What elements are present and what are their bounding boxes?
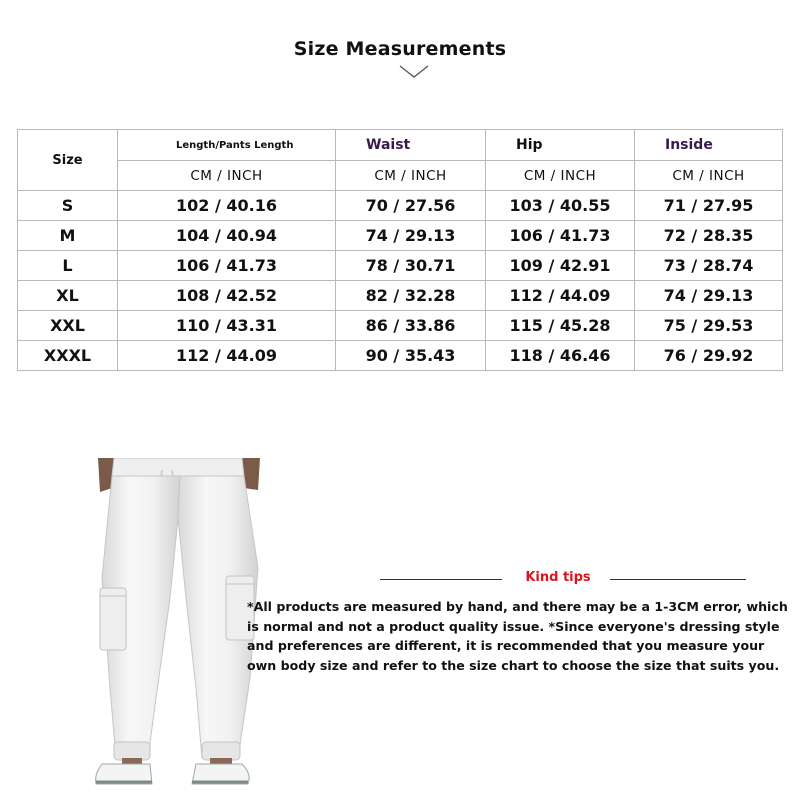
inside-column-header: Inside xyxy=(635,130,783,161)
waist-column-header: Waist xyxy=(336,130,486,161)
table-header-row xyxy=(18,130,783,161)
hip-cell: 106 / 41.73 xyxy=(486,221,635,251)
length-cell: 104 / 40.94 xyxy=(118,221,336,251)
unit-label: CM / INCH xyxy=(486,161,635,191)
waist-cell: 90 / 35.43 xyxy=(336,341,486,371)
table-row xyxy=(18,221,783,251)
hip-cell: 115 / 45.28 xyxy=(486,311,635,341)
hip-column-header: Hip xyxy=(486,130,635,161)
size-cell: XXL xyxy=(18,311,118,341)
tips-divider-left xyxy=(380,579,502,580)
product-image-pants xyxy=(92,458,272,788)
waist-cell: 86 / 33.86 xyxy=(336,311,486,341)
table-row xyxy=(18,281,783,311)
size-cell: L xyxy=(18,251,118,281)
tips-text: *All products are measured by hand, and there may be a 1-3CM error, which is normal and not a product quality issue. *Since everyone's dressing style and preferences are different, it is recommended that you measure your own body size and refer to the size chart to choose the size that suits you. xyxy=(247,599,788,673)
waist-cell: 70 / 27.56 xyxy=(336,191,486,221)
inside-cell: 74 / 29.13 xyxy=(635,281,783,311)
unit-label: CM / INCH xyxy=(336,161,486,191)
page-title: Size Measurements xyxy=(293,38,507,60)
table-unit-row xyxy=(18,161,783,191)
unit-label: CM / INCH xyxy=(635,161,783,191)
table-row xyxy=(18,341,783,371)
waist-cell: 82 / 32.28 xyxy=(336,281,486,311)
table-row xyxy=(18,311,783,341)
size-cell: S xyxy=(18,191,118,221)
hip-cell: 103 / 40.55 xyxy=(486,191,635,221)
size-cell: XL xyxy=(18,281,118,311)
waist-cell: 74 / 29.13 xyxy=(336,221,486,251)
size-column-header: Size xyxy=(18,130,118,191)
size-chart-table xyxy=(17,129,783,371)
inside-cell: 73 / 28.74 xyxy=(635,251,783,281)
chevron-down-icon xyxy=(398,64,430,80)
hip-cell: 109 / 42.91 xyxy=(486,251,635,281)
inside-cell: 76 / 29.92 xyxy=(635,341,783,371)
table-row xyxy=(18,251,783,281)
inside-cell: 75 / 29.53 xyxy=(635,311,783,341)
length-cell: 106 / 41.73 xyxy=(118,251,336,281)
size-cell: M xyxy=(18,221,118,251)
hip-cell: 112 / 44.09 xyxy=(486,281,635,311)
length-column-header: Length/Pants Length xyxy=(118,130,336,161)
length-cell: 110 / 43.31 xyxy=(118,311,336,341)
table-row xyxy=(18,191,783,221)
tips-divider-right xyxy=(610,579,746,580)
hip-cell: 118 / 46.46 xyxy=(486,341,635,371)
inside-cell: 71 / 27.95 xyxy=(635,191,783,221)
waist-cell: 78 / 30.71 xyxy=(336,251,486,281)
inside-cell: 72 / 28.35 xyxy=(635,221,783,251)
length-cell: 108 / 42.52 xyxy=(118,281,336,311)
size-cell: XXXL xyxy=(18,341,118,371)
tips-title: Kind tips xyxy=(525,570,591,585)
length-cell: 112 / 44.09 xyxy=(118,341,336,371)
length-cell: 102 / 40.16 xyxy=(118,191,336,221)
unit-label: CM / INCH xyxy=(118,161,336,191)
